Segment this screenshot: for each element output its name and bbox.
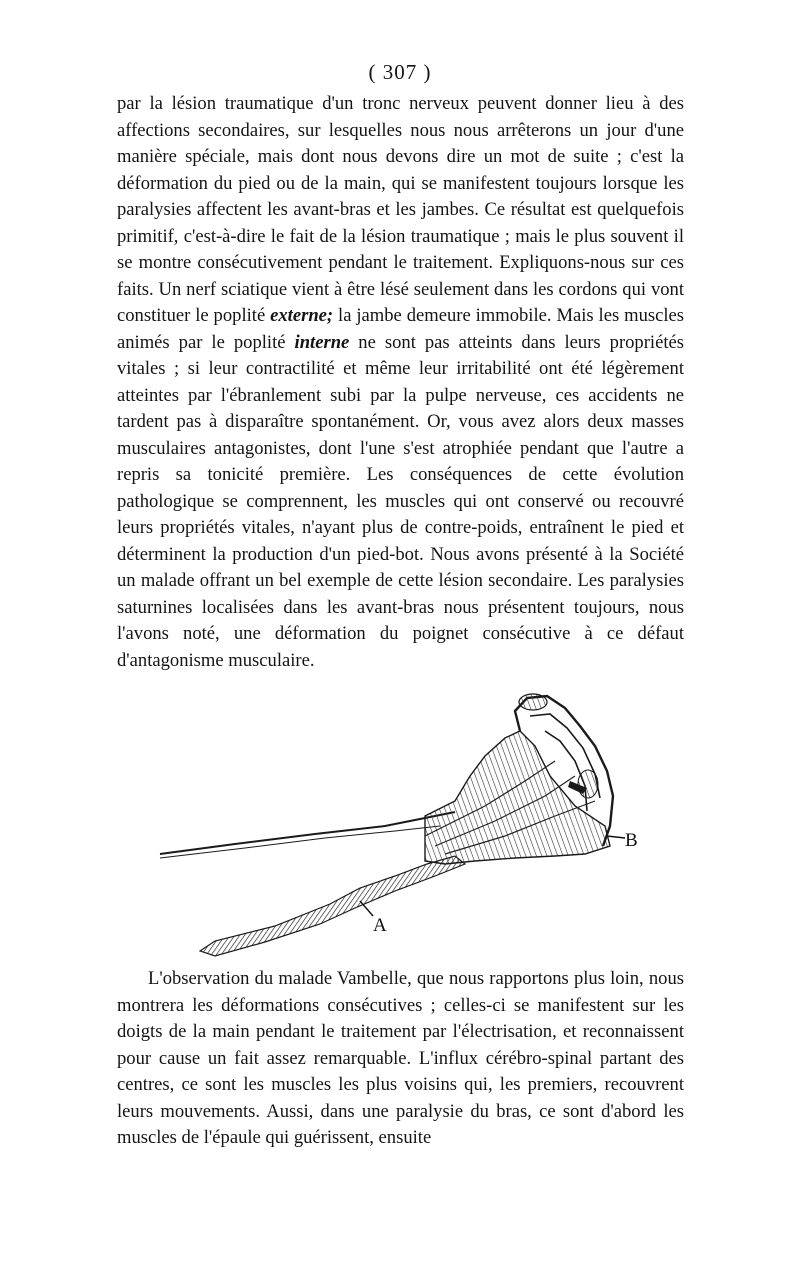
page-number: ( 307 ) [368, 60, 432, 84]
hand-illustration [155, 686, 715, 961]
paragraph-1-end: ne sont pas atteints dans leurs propriétés vitales ; si leur contractilité et même leur irritabilité ont été légèrement atteintes par l'ébranlement subi par la pulpe nerveuse, ces accidents ne tardent pas à disparaître spontanément. Or, vous avez alors deux masses musculaires antagonistes, dont l'une s'est atrophiée pendant que l'autre a repris sa tonicité première. Les conséquences de cette évolution pathologique se comprennent, les muscles qui ont conservé ou recouvré leurs propriétés vitales, n'ayant plus de contre-poids, entraînent le pied et déterminent la production d'un pied-bot. Nous avons présenté à la Société un malade offrant un bel exemple de cette lésion secondaire. Les paralysies saturnines localisées dans les avant-bras nous présentent toujours, nous l'avons noté, une déformation du poignet consécutive à ce défaut d'antagonisme musculaire. [117, 331, 684, 671]
figure-label-b: B [625, 830, 638, 851]
paragraph-1-mid: la jambe demeure immobile. Mais les muscles animés par le poplité [117, 305, 685, 353]
paragraph-2-text: L'observation du malade Vambelle, que nous rapportons plus loin, nous montrera les déformations consécutives ; celles-ci se manifestent sur les doigts de la main pendant le traitement par l'électrisation, et reconnaissent pour cause un fait assez remarquable. L'influx cérébro-spinal partant des centres, ce sont les muscles les plus voisins qui, les premiers, recouvrent leurs mouvements. Aussi, dans une paralysie du bras, ce sont d'abord les muscles de l'épaule qui guérissent, ensuite [117, 968, 684, 1148]
figure-label-a: A [373, 915, 387, 936]
emphasis-interne: interne [294, 331, 350, 353]
paragraph-1-text: par la lésion traumatique d'un tronc nerveux peuvent donner lieu à des affections secondaires, sur lesquelles nous nous arrêterons un jour d'une manière spéciale, mais dont nous devons dire un mot de suite ; c'est la déformation du pied ou de la main, qui se manifestent toujours lorsque les paralysies affectent les avant-bras et les jambes. Ce résultat est quelquefois primitif, c'est-à-dire le fait de la lésion traumatique ; mais le plus souvent il se montre consécutivement pendant le traitement. Expliquons-nous sur ces faits. Un nerf sciatique vient à être lésé seulement dans les cordons qui vont constituer le poplité [117, 93, 684, 326]
emphasis-externe: externe; [270, 305, 334, 326]
paragraph-2 [117, 966, 684, 1152]
paragraph-1 [117, 91, 684, 674]
